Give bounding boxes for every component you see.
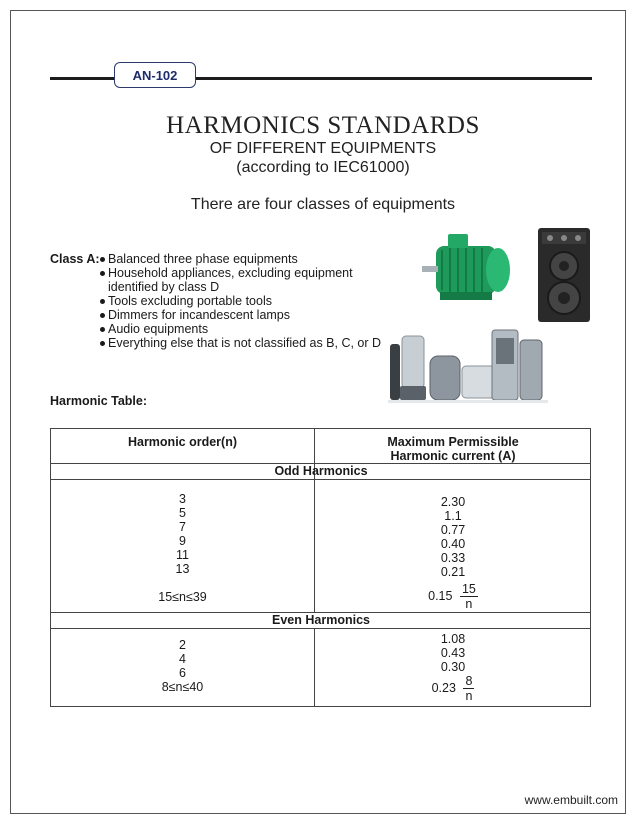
- list-item: Audio equipments: [100, 322, 400, 336]
- speaker-image: [536, 226, 592, 324]
- column-header-current: [315, 435, 591, 463]
- subtitle-line-1: OF DIFFERENT EQUIPMENTS: [209, 140, 437, 157]
- table-caption: Harmonic Table:: [50, 394, 148, 408]
- table-rule: [51, 479, 590, 480]
- odd-harmonics-label: Odd Harmonics: [274, 464, 368, 478]
- table-cell: 11: [176, 548, 189, 562]
- table-cell: 7: [179, 520, 186, 534]
- even-range-numerator: 8: [465, 674, 473, 688]
- household-appliances-image: [386, 326, 552, 404]
- list-item: Tools excluding portable tools: [100, 294, 400, 308]
- even-range-fraction: [463, 674, 474, 703]
- odd-range-order: 15≤n≤39: [158, 590, 207, 604]
- motor-image: [420, 228, 512, 304]
- table-cell: 2: [179, 638, 186, 652]
- even-range-formula: [315, 674, 591, 703]
- odd-range-numerator: 15: [461, 582, 476, 596]
- class-a-list: [100, 252, 400, 350]
- table-cell: 6: [179, 666, 186, 680]
- table-cell: 1.08: [440, 632, 466, 646]
- table-cell: 5: [179, 506, 186, 520]
- odd-range-coefficient: 0.15: [428, 588, 453, 603]
- list-item: Everything else that is not classified as B, C, or D: [100, 336, 400, 350]
- table-cell: 1.1: [444, 509, 462, 523]
- table-cell: 0.40: [440, 537, 466, 551]
- column-header-current-line-2: Harmonic current (A): [390, 449, 516, 463]
- table-cell: 3: [179, 492, 186, 506]
- table-cell: 4: [179, 652, 186, 666]
- table-cell: 0.77: [440, 523, 466, 537]
- even-harmonics-label: Even Harmonics: [272, 613, 370, 627]
- table-cell: 0.30: [440, 660, 466, 674]
- harmonic-table: [50, 428, 591, 707]
- subtitle-line-2: (according to IEC61000): [236, 159, 410, 176]
- table-cell: 0.33: [440, 551, 466, 565]
- odd-orders: [51, 492, 314, 576]
- list-item: Household appliances, excluding equipment identified by class D: [100, 266, 363, 294]
- column-header-order: Harmonic order(n): [127, 435, 238, 449]
- table-cell: 13: [175, 562, 190, 576]
- odd-range-denominator: n: [465, 597, 473, 611]
- table-cell: 0.21: [440, 565, 466, 579]
- column-header-current-line-1: Maximum Permissible: [387, 435, 519, 449]
- class-a-label: Class A:: [50, 252, 100, 266]
- even-currents: [315, 632, 591, 674]
- odd-range-formula: [315, 582, 591, 611]
- list-item: Dimmers for incandescent lamps: [100, 308, 400, 322]
- odd-currents: [315, 495, 591, 579]
- table-rule: [51, 628, 590, 629]
- table-cell: 0.43: [440, 646, 466, 660]
- table-cell: 9: [179, 534, 186, 548]
- footer-website[interactable]: www.embuilt.com: [524, 793, 618, 807]
- document-id: AN-102: [132, 67, 178, 83]
- table-cell: 2.30: [440, 495, 466, 509]
- odd-range-fraction: [460, 582, 478, 611]
- list-item: Balanced three phase equipments: [100, 252, 400, 266]
- even-orders: [51, 638, 314, 694]
- page-title: HARMONICS STANDARDS: [166, 112, 480, 139]
- even-range-coefficient: 0.23: [431, 680, 456, 695]
- table-cell: 8≤n≤40: [161, 680, 204, 694]
- even-range-denominator: n: [465, 689, 473, 703]
- document-id-tag: [114, 62, 196, 88]
- intro-text: There are four classes of equipments: [190, 196, 456, 213]
